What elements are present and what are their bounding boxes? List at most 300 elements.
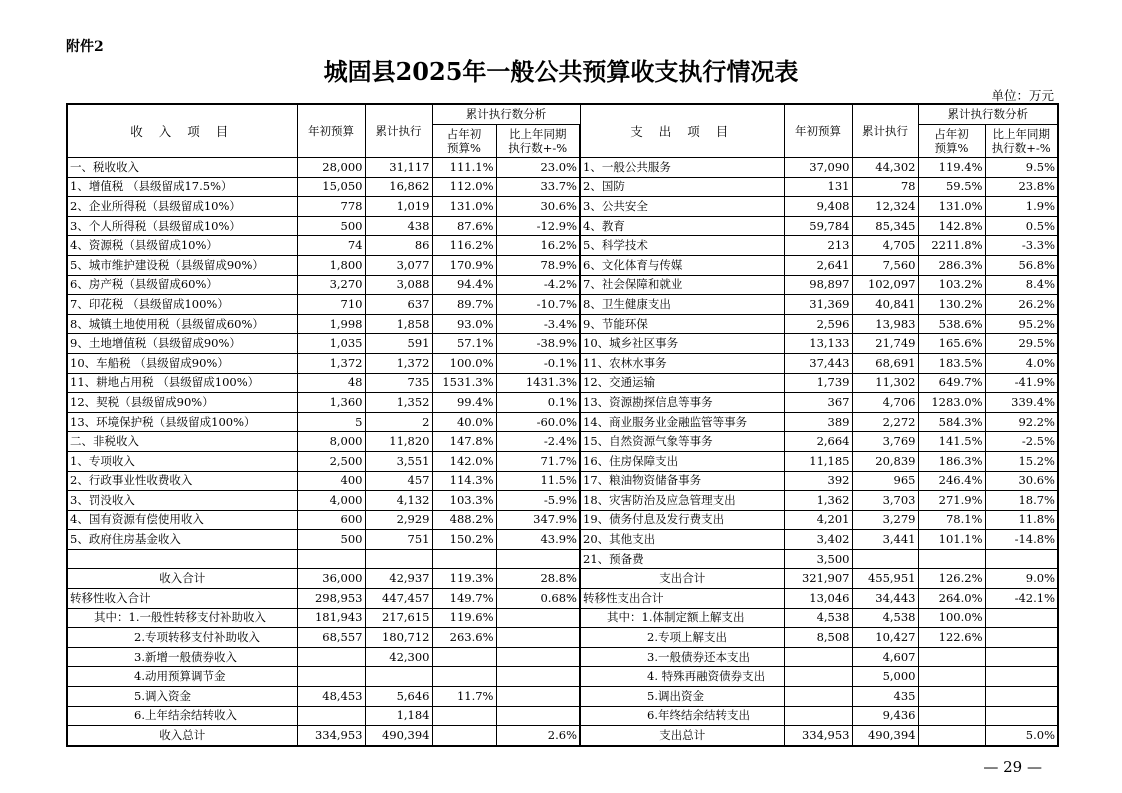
income-cumulative: 447,457 <box>365 589 432 609</box>
expense-yoy: 30.6% <box>985 471 1058 491</box>
income-yoy: -10.7% <box>496 295 580 315</box>
expense-cumulative: 4,705 <box>852 236 918 256</box>
expense-yoy: 23.8% <box>985 177 1058 197</box>
income-cumulative: 735 <box>365 373 432 393</box>
header-expense-pct: 占年初 预算% <box>918 125 985 158</box>
header-expense-item: 支 出 项 目 <box>580 104 784 158</box>
income-cumulative: 2 <box>365 412 432 432</box>
income-yoy <box>496 706 580 726</box>
subtotal-row <box>67 569 1058 589</box>
expense-budget: 4,538 <box>784 608 852 628</box>
income-item-name: 4、国有资源有偿使用收入 <box>67 510 297 530</box>
expense-cumulative: 5,000 <box>852 667 918 687</box>
income-cumulative: 1,858 <box>365 314 432 334</box>
expense-pct-budget: 131.0% <box>918 197 985 217</box>
expense-item-name: 4. 特殊再融资债券支出 <box>580 667 784 687</box>
income-yoy <box>496 667 580 687</box>
expense-pct-budget <box>918 667 985 687</box>
expense-yoy: 95.2% <box>985 314 1058 334</box>
expense-item-name: 转移性支出合计 <box>580 589 784 609</box>
table-row <box>67 549 1058 569</box>
table-row <box>67 530 1058 550</box>
expense-yoy <box>985 628 1058 648</box>
income-cumulative: 86 <box>365 236 432 256</box>
expense-cumulative: 85,345 <box>852 216 918 236</box>
income-yoy: -5.9% <box>496 491 580 511</box>
income-budget: 400 <box>297 471 365 491</box>
expense-pct-budget: 649.7% <box>918 373 985 393</box>
income-cumulative: 5,646 <box>365 687 432 707</box>
income-item-name: 收入总计 <box>67 726 297 746</box>
income-yoy: 11.5% <box>496 471 580 491</box>
expense-budget: 37,090 <box>784 158 852 178</box>
income-pct-budget: 119.6% <box>432 608 496 628</box>
income-cumulative: 3,088 <box>365 275 432 295</box>
income-pct-budget <box>432 667 496 687</box>
header-income-analysis: 累计执行数分析 <box>432 104 580 125</box>
expense-pct-budget <box>918 706 985 726</box>
transfer-detail-row <box>67 667 1058 687</box>
expense-cumulative: 11,302 <box>852 373 918 393</box>
expense-pct-budget <box>918 647 985 667</box>
income-item-name: 4.动用预算调节金 <box>67 667 297 687</box>
header-income-yoy: 比上年同期 执行数+-% <box>496 125 580 158</box>
income-cumulative: 3,077 <box>365 255 432 275</box>
table-row <box>67 451 1058 471</box>
income-yoy <box>496 608 580 628</box>
table-row <box>67 491 1058 511</box>
income-pct-budget: 11.7% <box>432 687 496 707</box>
expense-cumulative: 78 <box>852 177 918 197</box>
income-cumulative: 1,372 <box>365 353 432 373</box>
expense-pct-budget: 246.4% <box>918 471 985 491</box>
income-yoy: -12.9% <box>496 216 580 236</box>
income-budget: 1,998 <box>297 314 365 334</box>
expense-budget: 8,508 <box>784 628 852 648</box>
expense-item-name: 6、文化体育与传媒 <box>580 255 784 275</box>
income-budget: 600 <box>297 510 365 530</box>
expense-item-name: 3、公共安全 <box>580 197 784 217</box>
expense-pct-budget: 584.3% <box>918 412 985 432</box>
expense-cumulative: 21,749 <box>852 334 918 354</box>
expense-cumulative: 4,706 <box>852 393 918 413</box>
expense-item-name: 支出合计 <box>580 569 784 589</box>
expense-budget: 2,596 <box>784 314 852 334</box>
income-pct-budget: 111.1% <box>432 158 496 178</box>
income-item-name <box>67 549 297 569</box>
income-budget: 68,557 <box>297 628 365 648</box>
expense-cumulative: 3,279 <box>852 510 918 530</box>
income-item-name: 其中：1.一般性转移支付补助收入 <box>67 608 297 628</box>
expense-item-name: 7、社会保障和就业 <box>580 275 784 295</box>
expense-pct-budget: 59.5% <box>918 177 985 197</box>
expense-pct-budget: 100.0% <box>918 608 985 628</box>
income-cumulative: 42,300 <box>365 647 432 667</box>
expense-budget: 392 <box>784 471 852 491</box>
income-yoy: -60.0% <box>496 412 580 432</box>
expense-budget: 367 <box>784 393 852 413</box>
income-yoy: 2.6% <box>496 726 580 746</box>
transfer-detail-row <box>67 706 1058 726</box>
income-cumulative <box>365 549 432 569</box>
income-pct-budget <box>432 647 496 667</box>
expense-item-name: 16、住房保障支出 <box>580 451 784 471</box>
expense-budget: 98,897 <box>784 275 852 295</box>
page-number: — 29 — <box>983 758 1042 776</box>
income-item-name: 一、税收收入 <box>67 158 297 178</box>
expense-pct-budget: 271.9% <box>918 491 985 511</box>
table-row <box>67 334 1058 354</box>
expense-item-name: 3.一般债券还本支出 <box>580 647 784 667</box>
expense-budget: 2,641 <box>784 255 852 275</box>
income-yoy: -2.4% <box>496 432 580 452</box>
table-row <box>67 471 1058 491</box>
expense-pct-budget: 286.3% <box>918 255 985 275</box>
income-budget: 1,372 <box>297 353 365 373</box>
expense-yoy: -2.5% <box>985 432 1058 452</box>
income-budget: 500 <box>297 530 365 550</box>
expense-cumulative: 4,538 <box>852 608 918 628</box>
income-cumulative: 180,712 <box>365 628 432 648</box>
unit-label: 单位：万元 <box>991 88 1054 103</box>
expense-pct-budget: 78.1% <box>918 510 985 530</box>
income-item-name: 5、政府住房基金收入 <box>67 530 297 550</box>
expense-budget: 131 <box>784 177 852 197</box>
income-pct-budget: 114.3% <box>432 471 496 491</box>
table-row <box>67 177 1058 197</box>
header-expense-budget: 年初预算 <box>784 104 852 158</box>
income-yoy: 347.9% <box>496 510 580 530</box>
income-yoy: 28.8% <box>496 569 580 589</box>
income-item-name: 5.调入资金 <box>67 687 297 707</box>
income-budget: 181,943 <box>297 608 365 628</box>
expense-pct-budget: 264.0% <box>918 589 985 609</box>
income-budget: 48,453 <box>297 687 365 707</box>
expense-yoy <box>985 687 1058 707</box>
income-cumulative: 438 <box>365 216 432 236</box>
expense-cumulative: 68,691 <box>852 353 918 373</box>
income-cumulative: 11,820 <box>365 432 432 452</box>
expense-budget: 9,408 <box>784 197 852 217</box>
table-row <box>67 275 1058 295</box>
expense-item-name: 4、教育 <box>580 216 784 236</box>
income-pct-budget: 170.9% <box>432 255 496 275</box>
table-row <box>67 158 1058 178</box>
income-budget: 48 <box>297 373 365 393</box>
table-row <box>67 314 1058 334</box>
income-cumulative: 490,394 <box>365 726 432 746</box>
income-yoy: -3.4% <box>496 314 580 334</box>
income-pct-budget: 87.6% <box>432 216 496 236</box>
expense-cumulative: 102,097 <box>852 275 918 295</box>
expense-budget: 389 <box>784 412 852 432</box>
expense-cumulative: 965 <box>852 471 918 491</box>
expense-yoy: -41.9% <box>985 373 1058 393</box>
expense-yoy <box>985 667 1058 687</box>
expense-yoy: 18.7% <box>985 491 1058 511</box>
income-item-name: 7、印花税 （县级留成100%） <box>67 295 297 315</box>
expense-item-name: 19、债务付息及发行费支出 <box>580 510 784 530</box>
income-budget <box>297 667 365 687</box>
expense-budget <box>784 706 852 726</box>
income-item-name: 3、个人所得税（县级留成10%） <box>67 216 297 236</box>
expense-item-name: 2、国防 <box>580 177 784 197</box>
income-item-name: 5、城市维护建设税（县级留成90%） <box>67 255 297 275</box>
header-income-cumulative: 累计执行 <box>365 104 432 158</box>
expense-item-name: 10、城乡社区事务 <box>580 334 784 354</box>
income-budget: 36,000 <box>297 569 365 589</box>
expense-yoy: 56.8% <box>985 255 1058 275</box>
income-item-name: 2、企业所得税（县级留成10%） <box>67 197 297 217</box>
income-yoy <box>496 628 580 648</box>
expense-yoy: 0.5% <box>985 216 1058 236</box>
income-budget: 500 <box>297 216 365 236</box>
income-pct-budget: 103.3% <box>432 491 496 511</box>
expense-yoy: -42.1% <box>985 589 1058 609</box>
income-item-name: 4、资源税（县级留成10%） <box>67 236 297 256</box>
income-pct-budget <box>432 549 496 569</box>
income-cumulative: 1,019 <box>365 197 432 217</box>
expense-item-name: 1、一般公共服务 <box>580 158 784 178</box>
expense-pct-budget: 1283.0% <box>918 393 985 413</box>
budget-table <box>66 103 1059 747</box>
expense-cumulative: 7,560 <box>852 255 918 275</box>
income-pct-budget: 131.0% <box>432 197 496 217</box>
income-item-name: 2、行政事业性收费收入 <box>67 471 297 491</box>
income-yoy: 71.7% <box>496 451 580 471</box>
income-item-name: 3、罚没收入 <box>67 491 297 511</box>
expense-yoy: 29.5% <box>985 334 1058 354</box>
income-pct-budget: 147.8% <box>432 432 496 452</box>
expense-yoy: 9.5% <box>985 158 1058 178</box>
income-item-name: 12、契税（县级留成90%） <box>67 393 297 413</box>
expense-pct-budget: 130.2% <box>918 295 985 315</box>
expense-budget: 59,784 <box>784 216 852 236</box>
transfer-total-row <box>67 589 1058 609</box>
table-row <box>67 197 1058 217</box>
expense-pct-budget: 141.5% <box>918 432 985 452</box>
income-cumulative: 217,615 <box>365 608 432 628</box>
income-yoy: 78.9% <box>496 255 580 275</box>
expense-budget: 13,133 <box>784 334 852 354</box>
expense-pct-budget: 186.3% <box>918 451 985 471</box>
income-yoy: -0.1% <box>496 353 580 373</box>
table-row <box>67 373 1058 393</box>
income-cumulative: 1,184 <box>365 706 432 726</box>
expense-item-name: 15、自然资源气象等事务 <box>580 432 784 452</box>
attachment-label: 附件2 <box>66 39 104 55</box>
income-yoy: 1431.3% <box>496 373 580 393</box>
income-cumulative: 751 <box>365 530 432 550</box>
income-cumulative: 16,862 <box>365 177 432 197</box>
income-cumulative: 4,132 <box>365 491 432 511</box>
income-budget: 778 <box>297 197 365 217</box>
expense-budget: 31,369 <box>784 295 852 315</box>
transfer-detail-row <box>67 628 1058 648</box>
transfer-detail-row <box>67 687 1058 707</box>
expense-cumulative: 490,394 <box>852 726 918 746</box>
income-pct-budget: 40.0% <box>432 412 496 432</box>
income-yoy: 0.68% <box>496 589 580 609</box>
expense-budget: 334,953 <box>784 726 852 746</box>
income-cumulative <box>365 667 432 687</box>
expense-budget: 321,907 <box>784 569 852 589</box>
expense-budget: 13,046 <box>784 589 852 609</box>
income-yoy <box>496 549 580 569</box>
income-cumulative: 2,929 <box>365 510 432 530</box>
expense-cumulative: 3,441 <box>852 530 918 550</box>
expense-cumulative: 12,324 <box>852 197 918 217</box>
income-item-name: 3.新增一般债券收入 <box>67 647 297 667</box>
income-pct-budget: 149.7% <box>432 589 496 609</box>
expense-cumulative: 34,443 <box>852 589 918 609</box>
income-budget: 1,035 <box>297 334 365 354</box>
income-budget: 1,800 <box>297 255 365 275</box>
expense-item-name: 21、预备费 <box>580 549 784 569</box>
table-row <box>67 412 1058 432</box>
income-budget: 334,953 <box>297 726 365 746</box>
expense-cumulative: 20,839 <box>852 451 918 471</box>
income-budget: 1,360 <box>297 393 365 413</box>
income-pct-budget: 99.4% <box>432 393 496 413</box>
expense-budget: 4,201 <box>784 510 852 530</box>
transfer-detail-row <box>67 608 1058 628</box>
expense-item-name: 其中：1.体制定额上解支出 <box>580 608 784 628</box>
income-item-name: 收入合计 <box>67 569 297 589</box>
income-budget <box>297 549 365 569</box>
income-cumulative: 1,352 <box>365 393 432 413</box>
expense-yoy: 15.2% <box>985 451 1058 471</box>
income-budget: 3,270 <box>297 275 365 295</box>
expense-yoy: 11.8% <box>985 510 1058 530</box>
income-yoy: 43.9% <box>496 530 580 550</box>
expense-budget: 1,739 <box>784 373 852 393</box>
expense-item-name: 14、商业服务业金融监管等事务 <box>580 412 784 432</box>
expense-pct-budget: 126.2% <box>918 569 985 589</box>
page-title: 城固县2025年一般公共预算收支执行情况表 <box>323 57 799 86</box>
expense-item-name: 5.调出资金 <box>580 687 784 707</box>
expense-yoy: 1.9% <box>985 197 1058 217</box>
income-budget: 15,050 <box>297 177 365 197</box>
table-body <box>67 158 1058 746</box>
income-budget <box>297 706 365 726</box>
grand-total-row <box>67 726 1058 746</box>
income-item-name: 2.专项转移支付补助收入 <box>67 628 297 648</box>
income-yoy <box>496 687 580 707</box>
expense-pct-budget: 101.1% <box>918 530 985 550</box>
income-yoy: 23.0% <box>496 158 580 178</box>
expense-yoy: 9.0% <box>985 569 1058 589</box>
header-expense-yoy: 比上年同期 执行数+-% <box>985 125 1058 158</box>
income-item-name: 转移性收入合计 <box>67 589 297 609</box>
income-pct-budget: 116.2% <box>432 236 496 256</box>
expense-budget: 3,402 <box>784 530 852 550</box>
income-item-name: 6.上年结余结转收入 <box>67 706 297 726</box>
expense-budget: 1,362 <box>784 491 852 511</box>
expense-item-name: 5、科学技术 <box>580 236 784 256</box>
income-pct-budget: 93.0% <box>432 314 496 334</box>
income-pct-budget: 488.2% <box>432 510 496 530</box>
header-income-pct: 占年初 预算% <box>432 125 496 158</box>
income-cumulative: 3,551 <box>365 451 432 471</box>
expense-budget <box>784 667 852 687</box>
income-yoy: -38.9% <box>496 334 580 354</box>
income-yoy: 30.6% <box>496 197 580 217</box>
expense-item-name: 支出总计 <box>580 726 784 746</box>
table-row <box>67 510 1058 530</box>
expense-cumulative: 9,436 <box>852 706 918 726</box>
expense-item-name: 12、交通运输 <box>580 373 784 393</box>
income-cumulative: 457 <box>365 471 432 491</box>
income-item-name: 13、环境保护税（县级留成100%） <box>67 412 297 432</box>
expense-pct-budget <box>918 549 985 569</box>
expense-yoy: -14.8% <box>985 530 1058 550</box>
expense-yoy: 92.2% <box>985 412 1058 432</box>
expense-pct-budget: 122.6% <box>918 628 985 648</box>
expense-cumulative: 2,272 <box>852 412 918 432</box>
income-item-name: 8、城镇土地使用税（县级留成60%） <box>67 314 297 334</box>
expense-cumulative: 44,302 <box>852 158 918 178</box>
table-row <box>67 216 1058 236</box>
expense-budget: 213 <box>784 236 852 256</box>
income-pct-budget: 263.6% <box>432 628 496 648</box>
expense-yoy: 5.0% <box>985 726 1058 746</box>
expense-item-name: 9、节能环保 <box>580 314 784 334</box>
header-expense-analysis: 累计执行数分析 <box>918 104 1058 125</box>
expense-cumulative: 13,983 <box>852 314 918 334</box>
income-budget: 28,000 <box>297 158 365 178</box>
expense-yoy <box>985 549 1058 569</box>
income-item-name: 10、车船税 （县级留成90%） <box>67 353 297 373</box>
expense-item-name: 6.年终结余结转支出 <box>580 706 784 726</box>
expense-pct-budget: 165.6% <box>918 334 985 354</box>
expense-pct-budget <box>918 726 985 746</box>
expense-budget: 2,664 <box>784 432 852 452</box>
income-pct-budget: 89.7% <box>432 295 496 315</box>
expense-item-name: 8、卫生健康支出 <box>580 295 784 315</box>
income-item-name: 1、专项收入 <box>67 451 297 471</box>
expense-cumulative: 435 <box>852 687 918 707</box>
expense-item-name: 2.专项上解支出 <box>580 628 784 648</box>
transfer-detail-row <box>67 647 1058 667</box>
expense-yoy <box>985 706 1058 726</box>
income-item-name: 1、增值税 （县级留成17.5%） <box>67 177 297 197</box>
income-pct-budget: 94.4% <box>432 275 496 295</box>
income-budget: 8,000 <box>297 432 365 452</box>
income-cumulative: 42,937 <box>365 569 432 589</box>
expense-cumulative <box>852 549 918 569</box>
expense-cumulative: 3,769 <box>852 432 918 452</box>
income-yoy: -4.2% <box>496 275 580 295</box>
expense-item-name: 13、资源勘探信息等事务 <box>580 393 784 413</box>
header-income-item: 收 入 项 目 <box>67 104 297 158</box>
expense-pct-budget: 183.5% <box>918 353 985 373</box>
table-row <box>67 236 1058 256</box>
income-pct-budget: 57.1% <box>432 334 496 354</box>
expense-pct-budget: 103.2% <box>918 275 985 295</box>
header-income-budget: 年初预算 <box>297 104 365 158</box>
expense-cumulative: 4,607 <box>852 647 918 667</box>
income-pct-budget: 119.3% <box>432 569 496 589</box>
expense-yoy: 26.2% <box>985 295 1058 315</box>
income-budget: 4,000 <box>297 491 365 511</box>
table-row <box>67 393 1058 413</box>
income-cumulative: 637 <box>365 295 432 315</box>
income-pct-budget: 150.2% <box>432 530 496 550</box>
income-item-name: 9、土地增值税（县级留成90%） <box>67 334 297 354</box>
expense-yoy: 339.4% <box>985 393 1058 413</box>
income-budget: 5 <box>297 412 365 432</box>
